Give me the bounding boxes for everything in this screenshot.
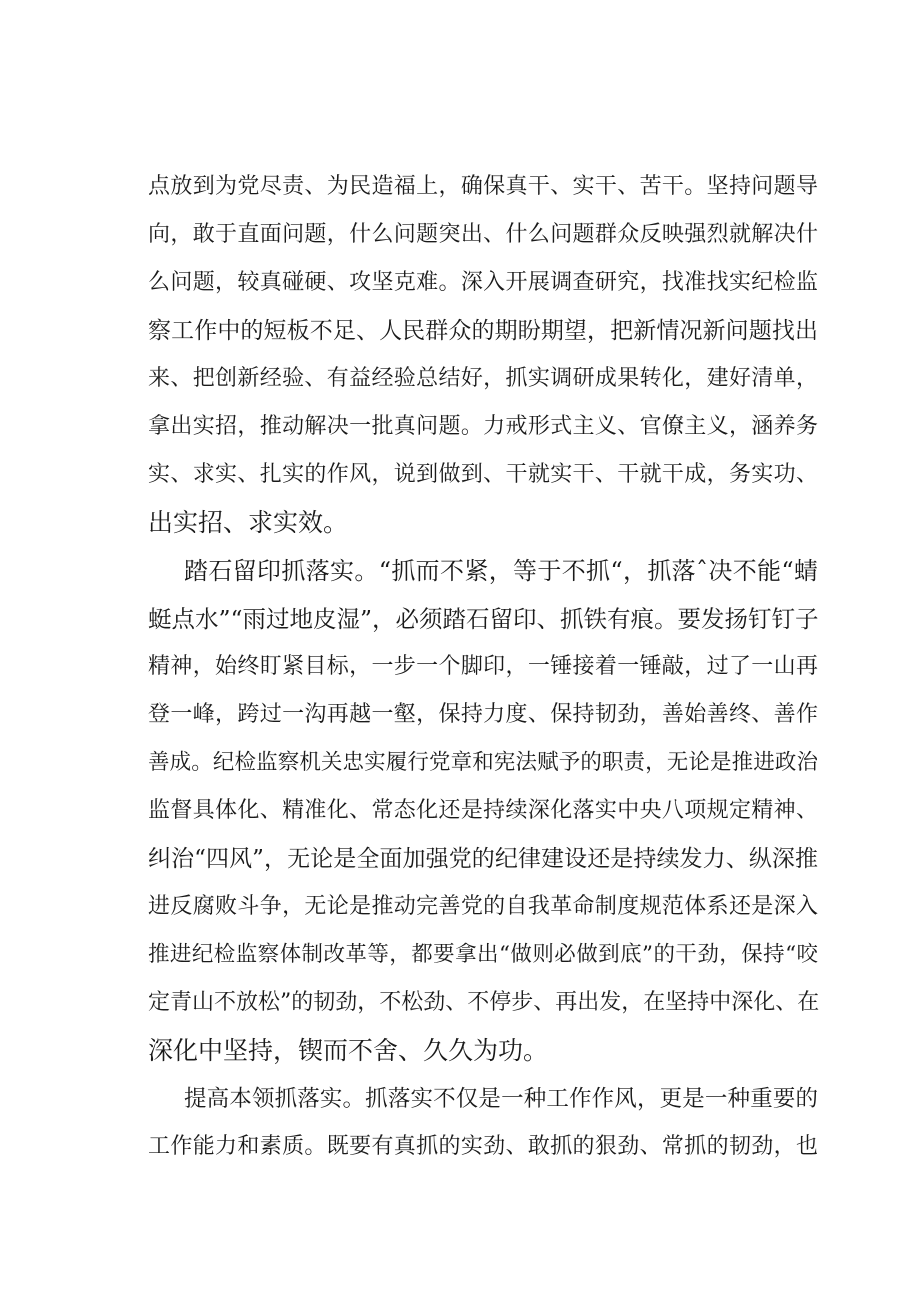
text-line: 蜓点水”“雨过地皮湿”，必须踏石留印、抓铁有痕。要发扬钉钉子 <box>148 605 819 633</box>
paragraph-first-line: 提高本领抓落实。抓落实不仅是一种工作作风，更是一种重要的 <box>184 1086 818 1112</box>
text-line: 善成。纪检监察机关忠实履行党章和宪法赋予的职责，无论是推进政治 <box>148 750 818 775</box>
paragraph-end-line: 深化中坚持，锲而不舍、久久为功。 <box>148 1036 549 1065</box>
text-line: 监督具体化、精准化、常态化还是持续深化落实中央八项规定精神、 <box>148 798 818 823</box>
text-line: 工作能力和素质。既要有真抓的实劲、敢抓的狠劲、常抓的韧劲，也 <box>148 1134 818 1159</box>
paragraph-first-line: 踏石留印抓落实。“抓而不紧，等于不抓“，抓落ˆ决不能“蜻 <box>184 557 818 585</box>
text-line: 么问题，较真碰硬、攻坚克难。深入开展调查研究，找准找实纪检监 <box>148 270 818 295</box>
text-line: 登一峰，跨过一沟再越一壑，保持力度、保持韧劲，善始善终、善作 <box>148 702 818 727</box>
text-line: 纠治“四风”，无论是全面加强党的纪律建设还是持续发力、纵深推 <box>148 846 818 872</box>
text-line: 进反腐败斗争，无论是推动完善党的自我革命制度规范体系还是深入 <box>148 894 818 919</box>
text-line: 察工作中的短板不足、人民群众的期盼期望，把新情况新问题找出 <box>148 318 818 344</box>
text-line: 精神，始终盯紧目标，一步一个脚印，一锤接着一锤敲，过了一山再 <box>148 654 818 679</box>
text-line: 定青山不放松”的韧劲，不松劲、不停步、再出发，在坚持中深化、在 <box>148 990 820 1015</box>
text-line: 来、把创新经验、有益经验总结好，抓实调研成果转化，建好清单， <box>148 366 818 391</box>
text-line: 点放到为党尽责、为民造福上，确保真干、实干、苦干。坚持问题导 <box>148 174 818 199</box>
paragraph-end-line: 出实招、求实效。 <box>148 508 349 537</box>
text-line: 拿出实招，推动解决一批真问题。力戒形式主义、官僚主义，涵养务 <box>148 414 818 439</box>
text-line: 向，敢于直面问题，什么问题突出、什么问题群众反映强烈就解决什 <box>148 222 818 247</box>
text-line: 实、求实、扎实的作风，说到做到、干就实干、干就干成，务实功、 <box>148 462 818 487</box>
text-line: 推进纪检监察体制改革等，都要拿出“做则必做到底”的干劲，保持“咬 <box>148 942 818 967</box>
